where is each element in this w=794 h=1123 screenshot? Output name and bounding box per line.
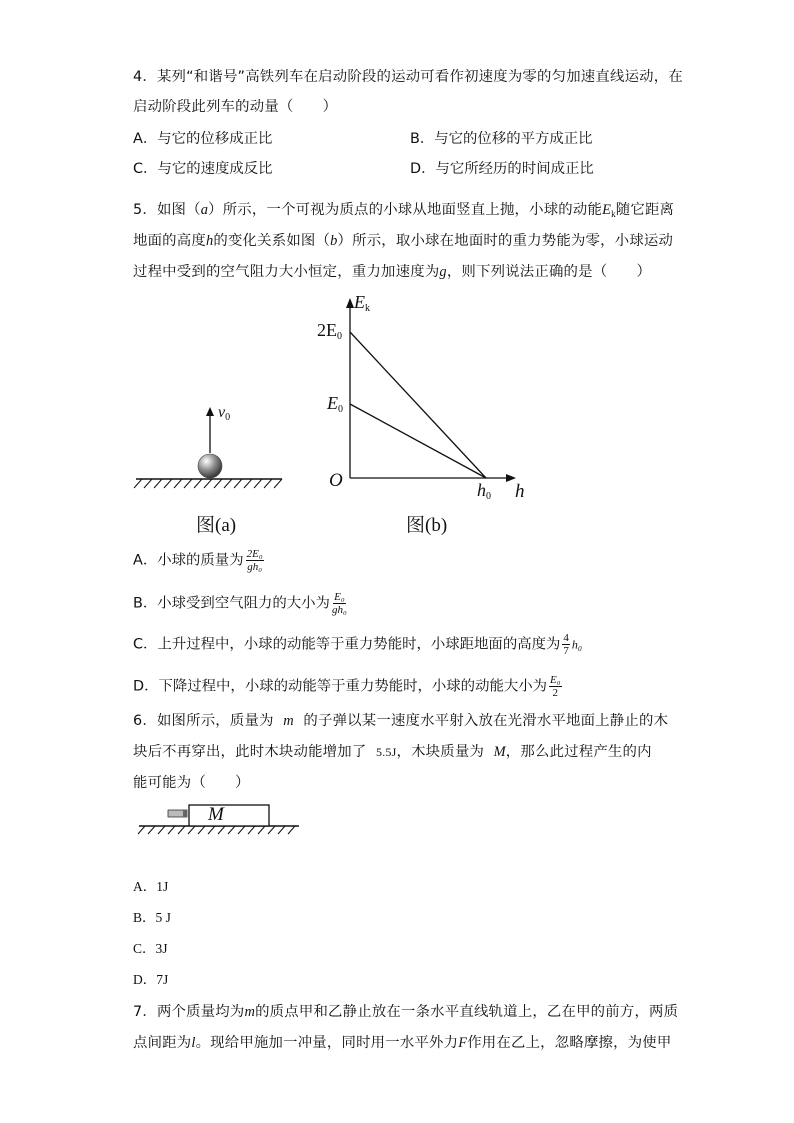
q5-stem-line3: 过程中受到的空气阻力大小恒定，重力加速度为g，则下列说法正确的是（ ） [133, 264, 652, 280]
q6-stem-line2: 块后不再穿出，此时木块动能增加了 5.5J，木块质量为 M，那么此过程产生的内 [133, 744, 652, 760]
block-label: M [208, 804, 224, 825]
fraction: $\frac{\text{2E₀}}{\text{gh₀}}$ [246, 548, 263, 573]
ground-hatch [138, 826, 295, 834]
h0-tick: $h_0$ [477, 480, 491, 502]
wooden-block [189, 805, 269, 826]
tick-e0: $E_0$ [327, 393, 343, 415]
q4-option-c: C．与它的速度成反比 [133, 161, 273, 177]
q5-option-b: B．小球受到空气阻力的大小为 $\frac{\text{E₀}}{\text{gh₀}}$ [133, 591, 347, 616]
tick-2e0: $2E_0$ [317, 320, 342, 342]
fraction: $\frac{\text{E₀}}{2}$ [550, 674, 561, 699]
q4-option-a: A．与它的位移成正比 [133, 131, 273, 147]
figure-a-caption: 图(a) [196, 515, 237, 536]
figure-b [340, 290, 540, 490]
q4-stem-line2: 启动阶段此列车的动量（ ） [133, 99, 338, 115]
q5-option-d: D．下降过程中，小球的动能等于重力势能时，小球的动能大小为 $\frac{\text{E₀}}{2}$ [133, 674, 561, 699]
ek-axis-label: $E_k$ [354, 292, 370, 314]
q5-stem-line1: 5．如图（a）所示，一个可视为质点的小球从地面竖直上抛，小球的动能$E_k$随它距离 [133, 202, 675, 219]
origin-label: O [329, 470, 343, 491]
q6-option-d: D．7J [133, 972, 169, 987]
q5-stem-line2: 地面的高度h的变化关系如图（b）所示，取小球在地面时的重力势能为零，小球运动 [133, 233, 674, 249]
q6-option-a: A．1J [133, 879, 169, 894]
q6-option-b: B．5 J [133, 910, 171, 925]
fraction: $\frac{4}{7}$ [563, 632, 569, 657]
q7-stem-line2: 点间距为l。现给甲施加一冲量，同时用一水平外力F作用在乙上，忽略摩擦，为使甲 [133, 1035, 672, 1051]
q6-option-c: C．3J [133, 941, 168, 956]
figure-a [130, 395, 290, 495]
ball [198, 454, 222, 478]
descent-line [350, 404, 486, 478]
q6-stem-line1: 6．如图所示，质量为 m 的子弹以某一速度水平射入放在光滑水平地面上静止的木 [133, 713, 669, 729]
fraction: $\frac{\text{E₀}}{\text{gh₀}}$ [331, 591, 347, 616]
ground-hatch [134, 479, 282, 488]
bullet-tip [183, 810, 187, 817]
q4-option-d: D．与它所经历的时间成正比 [410, 161, 594, 177]
ascent-line [350, 332, 486, 478]
figure-b-caption: 图(b) [406, 515, 448, 536]
v0-label: $v_0$ [218, 404, 231, 423]
y-axis-arrow [346, 298, 354, 308]
q6-stem-line3: 能可能为（ ） [133, 775, 250, 791]
q4-stem-line1: 4．某列“和谐号”高铁列车在启动阶段的运动可看作初速度为零的匀加速直线运动，在 [133, 69, 683, 85]
velocity-arrow-head [206, 407, 214, 416]
q5-option-a: A．小球的质量为 $\frac{\text{2E₀}}{\text{gh₀}}$ [133, 548, 263, 573]
q4-option-b: B．与它的位移的平方成正比 [410, 131, 593, 147]
h-axis-label: h [515, 481, 525, 502]
q7-stem-line1: 7．两个质量均为m的质点甲和乙静止放在一条水平直线轨道上，乙在甲的前方，两质 [133, 1004, 679, 1020]
q5-option-c: C．上升过程中，小球的动能等于重力势能时，小球距地面的高度为 $\frac{4}{7}$ h₀ [133, 632, 583, 657]
